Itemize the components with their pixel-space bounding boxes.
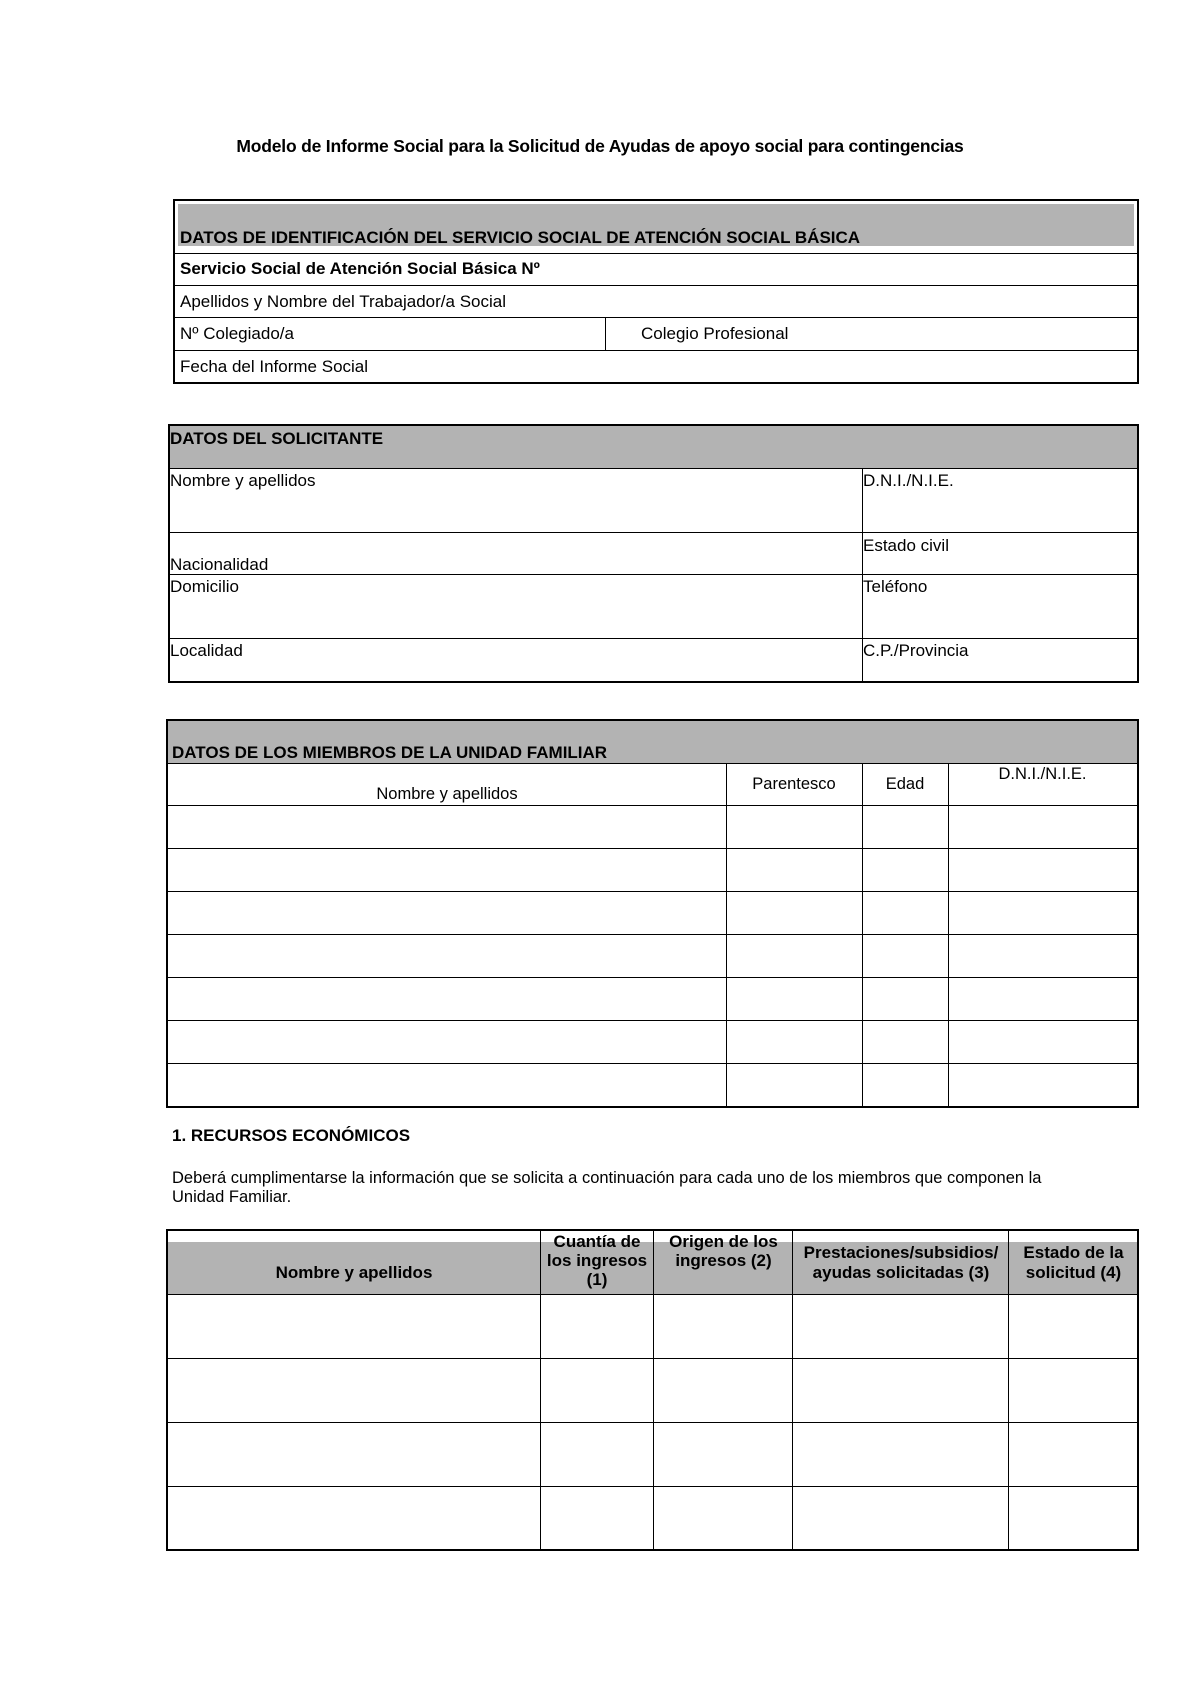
solicitante-header: DATOS DEL SOLICITANTE — [170, 429, 384, 448]
divider — [170, 638, 1137, 639]
table-row — [168, 1422, 1137, 1423]
identificacion-section — [173, 199, 1139, 384]
column-header-nombre: Nombre y apellidos — [275, 1263, 433, 1282]
divider — [168, 1294, 1137, 1295]
cp-label: C.P./Provincia — [863, 641, 969, 660]
nacionalidad-label: Nacionalidad — [170, 555, 269, 574]
recursos-instructions: Deberá cumplimentarse la información que se solicita a continuación para cada uno de los miembros que componen la Unidad Familiar. — [172, 1169, 1042, 1206]
table-row — [168, 1358, 1137, 1359]
solicitante-section — [168, 424, 1139, 683]
localidad-label: Localidad — [170, 641, 243, 660]
divider — [168, 805, 1137, 806]
table-row — [168, 977, 1137, 978]
table-row — [168, 934, 1137, 935]
unidad-familiar-header: DATOS DE LOS MIEMBROS DE LA UNIDAD FAMILIAR — [172, 743, 608, 762]
colegio-label: Colegio Profesional — [641, 324, 789, 343]
divider — [175, 285, 1137, 286]
divider — [168, 763, 1137, 764]
telefono-label: Teléfono — [863, 577, 928, 596]
identificacion-header: DATOS DE IDENTIFICACIÓN DEL SERVICIO SOCIAL DE ATENCIÓN SOCIAL BÁSICA — [180, 228, 861, 247]
unidad-familiar-section — [166, 719, 1139, 1108]
divider — [540, 1231, 541, 1549]
column-header-nombre: Nombre y apellidos — [376, 785, 518, 803]
estado-civil-label: Estado civil — [863, 536, 949, 555]
recursos-table — [166, 1229, 1139, 1551]
divider — [1008, 1231, 1009, 1549]
column-header-estado: Estado de la solicitud (4) — [1023, 1243, 1124, 1282]
table-row — [168, 1486, 1137, 1487]
divider — [605, 317, 606, 350]
table-row — [168, 1020, 1137, 1021]
trabajador-label: Apellidos y Nombre del Trabajador/a Social — [180, 292, 507, 311]
divider — [170, 574, 1137, 575]
column-header-prestaciones: Prestaciones/subsidios/ ayudas solicitadas (3) — [803, 1243, 999, 1282]
column-header-parentesco: Parentesco — [752, 775, 836, 793]
domicilio-label: Domicilio — [170, 577, 239, 596]
colegiado-label: Nº Colegiado/a — [180, 324, 294, 343]
column-header-origen: Origen de los ingresos (2) — [669, 1232, 778, 1270]
nombre-label: Nombre y apellidos — [170, 471, 316, 490]
divider — [175, 350, 1137, 351]
divider — [170, 532, 1137, 533]
divider — [175, 317, 1137, 318]
divider — [653, 1231, 654, 1549]
column-header-edad: Edad — [885, 775, 925, 793]
divider — [792, 1231, 793, 1549]
table-row — [168, 891, 1137, 892]
fecha-label: Fecha del Informe Social — [180, 357, 369, 376]
dni-label: D.N.I./N.I.E. — [863, 471, 954, 490]
recursos-heading: 1. RECURSOS ECONÓMICOS — [172, 1126, 411, 1145]
table-row — [168, 1063, 1137, 1064]
column-header-cuantia: Cuantía de los ingresos (1) — [546, 1232, 648, 1289]
divider — [175, 253, 1137, 254]
divider — [170, 468, 1137, 469]
servicio-label: Servicio Social de Atención Social Básica Nº — [180, 259, 540, 278]
table-row — [168, 848, 1137, 849]
column-header-dni: D.N.I./N.I.E. — [998, 765, 1087, 783]
document-title: Modelo de Informe Social para la Solicitud de Ayudas de apoyo social para contingencias — [236, 136, 964, 156]
